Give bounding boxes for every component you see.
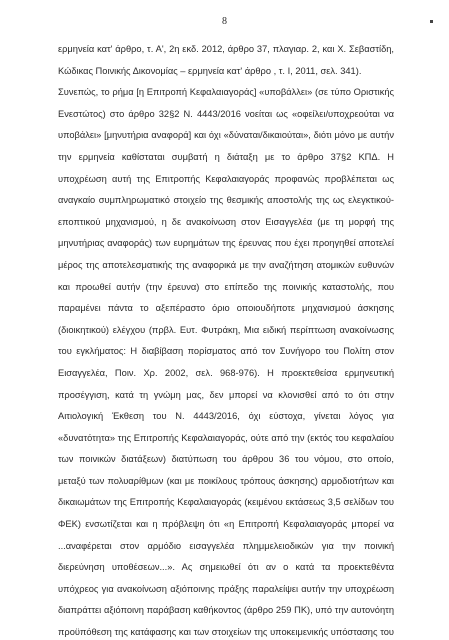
text-line: (διοικητικού) ελέγχου (πρβλ. Ευτ. Φυτράκη, Μια ειδική περίπτωση ανακοίνωσης: [58, 324, 394, 335]
text-line: Αιτιολογική Έκθεση του Ν. 4443/2016, όχι εύστοχα, γίνεται λόγος για: [58, 411, 394, 422]
text-line: εποπτικού μηχανισμού, η δε ανακοίνωση στον Εισαγγελέα (με τη μορφή της: [58, 216, 394, 227]
text-line: ...αναφέρεται στον αρμόδιο εισαγγελέα πλημμελειοδικών για την ποινική: [58, 540, 394, 551]
text-line: αναγκαίο συμπληρωματικό στοιχείο της θεσμικής αποστολής της ως ελεγκτικού-: [58, 195, 394, 206]
text-line: υποβάλει» [μηνυτήρια αναφορά] και όχι «δύναται/δικαιούται», διότι μόνο με αυτήν: [58, 130, 394, 141]
text-line: προϋπόθεση της κατάφασης και των στοιχείων της υποκειμενικής υπόστασης του: [58, 627, 394, 638]
text-line: διερεύνηση υποθέσεων...». Ας σημειωθεί ότι αν ο κατά τα προεκτεθέντα: [58, 562, 394, 573]
body-text: [58, 39, 394, 640]
text-line: μέρος της αποτελεσματικής της αναφορικά με την αναζήτηση ατομικών ευθυνών: [58, 259, 394, 270]
text-line: Συνεπώς, το ρήμα [η Επιτροπή Κεφαλαιαγοράς] «υποβάλλει» (σε τύπο Οριστικής: [58, 87, 394, 98]
page-number: 8: [222, 16, 227, 27]
text-line: και προωθεί αυτήν (την έρευνα) στο επίπεδο της ποινικής καταστολής, που: [58, 281, 394, 292]
text-line: των ποινικών διατάξεων) διατύπωση του άρθρου 36 του νόμου, στο οποίο,: [58, 454, 394, 465]
scan-speck: [430, 20, 433, 23]
text-line: Ενεστώτος) στο άρθρο 32§2 Ν. 4443/2016 νοείται ως «οφείλει/υποχρεούται να: [58, 108, 394, 119]
text-line: υποχρέωση αυτή της Επιτροπής Κεφαλαιαγοράς προφανώς προβλέπεται ως: [58, 173, 394, 184]
text-line: ΦΕΚ) ενσωτίζεται και η πρόβλεψη ότι «η Επιτροπή Κεφαλαιαγοράς μπορεί να: [58, 519, 394, 530]
text-line: παραμένει πάντα το αξεπέραστο όριο οποιουδήποτε μηχανισμού άσκησης: [58, 303, 394, 314]
text-line: Κώδικας Ποινικής Δικονομίας – ερμηνεία κατ' άρθρο , τ. Ι, 2011, σελ. 341).: [58, 65, 362, 76]
text-line: διαπράττει αξιόποινη παράβαση καθήκοντος (άρθρο 259 ΠΚ), υπό την αυτονόητη: [58, 605, 394, 616]
text-line: δικαιωμάτων της Επιτροπής Κεφαλαιαγοράς (κειμένου εκτάσεως 3,5 σελίδων του: [58, 497, 394, 508]
text-line: υπόχρεος για ανακοίνωση αξιόποινης πράξης παραλείψει αυτήν την υποχρέωση: [58, 583, 394, 594]
text-line: την ερμηνεία καθίσταται συμβατή η διάταξη με το άρθρο 37§2 ΚΠΔ. Η: [58, 151, 394, 162]
text-line: του εγκλήματος: Η διαβίβαση πορίσματος από τον Συνήγορο του Πολίτη στον: [58, 346, 394, 357]
text-line: μεταξύ των πολυαρίθμων (και με ποικίλους τρόπους άσκησης) αρμοδιοτήτων και: [58, 475, 394, 486]
text-line: «δυνατότητα» της Επιτροπής Κεφαλαιαγοράς, ούτε από την (εκτός του κεφαλαίου: [58, 432, 394, 443]
text-line: ερμηνεία κατ' άρθρο, τ. Α', 2η εκδ. 2012, άρθρο 37, πλαγιαρ. 2, και Χ. Σεβαστίδη,: [58, 44, 394, 54]
text-line: Εισαγγελέα, Ποιν. Χρ. 2002, σελ. 968-976). Η προεκτεθείσα ερμηνευτική: [58, 367, 394, 378]
text-line: προσέγγιση, κατά τη γνώμη μας, δεν μπορεί να κλονισθεί από το ότι στην: [58, 389, 394, 400]
text-line: μηνυτήριας αναφοράς) των ευρημάτων της έρευνας που έχει προηγηθεί αποτελεί: [58, 238, 394, 249]
